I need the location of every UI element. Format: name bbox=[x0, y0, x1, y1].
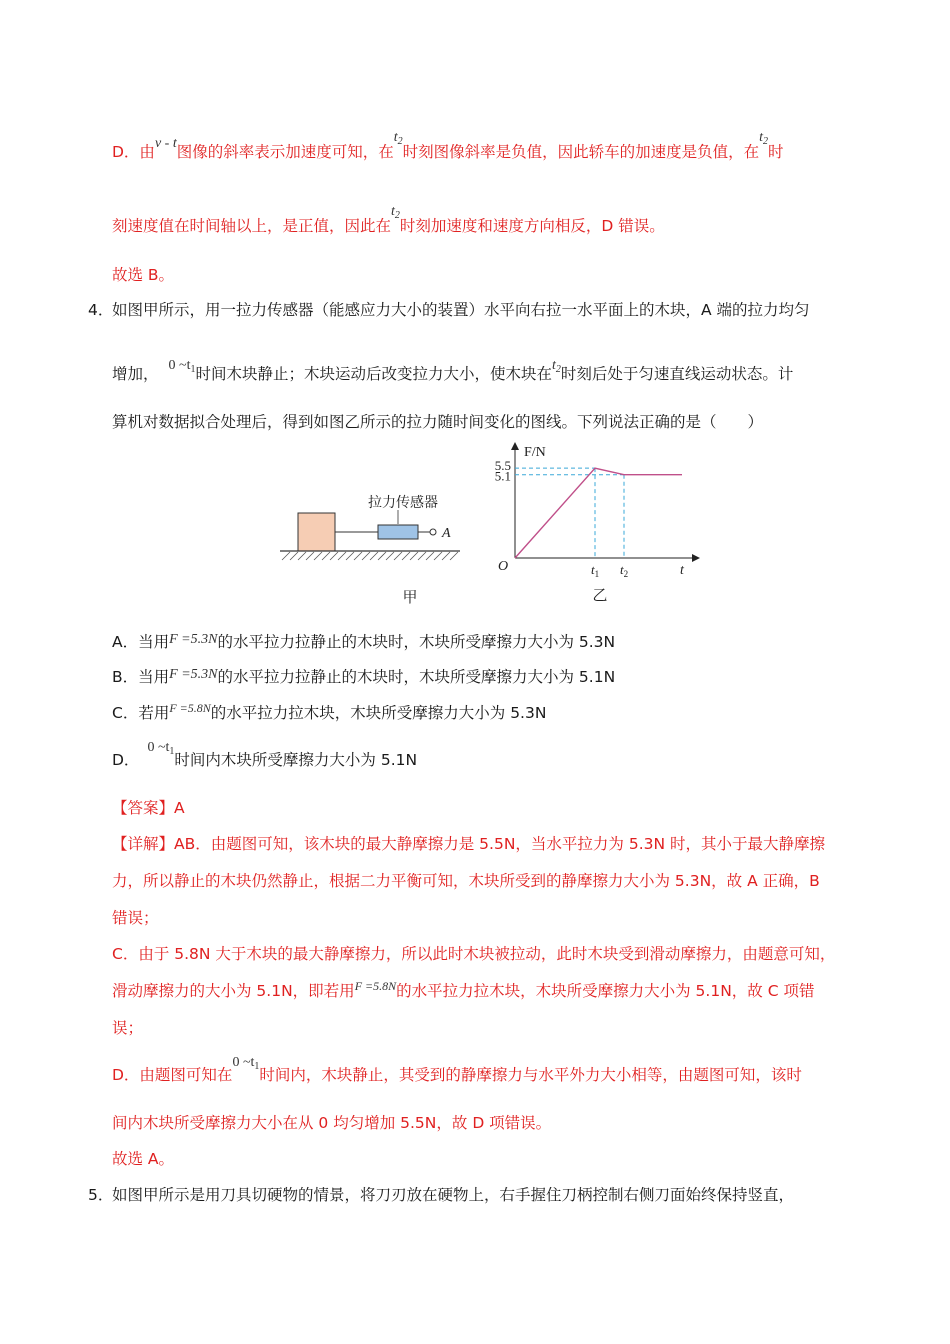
figure-yi-chart bbox=[480, 438, 705, 613]
range-symbol: 0 $\sim t_1$ bbox=[168, 358, 196, 375]
q3-choose: 故选 B。 bbox=[112, 266, 175, 284]
caption-jia: 甲 bbox=[402, 590, 418, 606]
explain-line1: 【详解】AB．由题图可知，该木块的最大静摩擦力是 5.5N，当水平拉力为 5.3N 时，其小于最大静摩擦 bbox=[112, 835, 826, 853]
text: 时 bbox=[768, 143, 784, 161]
t2-symbol: $t_2$ bbox=[759, 130, 769, 147]
question-number-5: 5． bbox=[88, 1186, 114, 1204]
text: D． bbox=[112, 751, 140, 769]
x-tick-label: $t_2$ bbox=[620, 562, 629, 579]
q4-stem-line3: 算机对数据拟合处理后，得到如图乙所示的拉力随时间变化的图线。下列说法正确的是（ ） bbox=[112, 413, 764, 431]
text: 时刻加速度和速度方向相反，D 错误。 bbox=[399, 217, 665, 235]
explain-line7 bbox=[112, 1055, 802, 1086]
explain-line8: 间内木块所受摩擦力大小在从 0 均匀增加 5.5N，故 D 项错误。 bbox=[112, 1114, 552, 1132]
q3-option-d-line1 bbox=[112, 130, 784, 163]
t2-symbol: $t_2$ bbox=[393, 130, 403, 147]
question-number-4: 4． bbox=[88, 301, 114, 319]
x-tick-label: $t_1$ bbox=[591, 562, 600, 579]
force-value: F =5.3N bbox=[169, 667, 218, 682]
q4-stem-line1: 如图甲所示，用一拉力传感器（能感应力大小的装置）水平向右拉一水平面上的木块，A 端的拉力均匀 bbox=[112, 301, 810, 319]
force-value: F =5.8N bbox=[169, 701, 211, 715]
x-axis-label: t bbox=[680, 563, 684, 578]
explain-line6: 误； bbox=[112, 1019, 144, 1037]
y-tick-label: 5.5 bbox=[494, 458, 511, 474]
series-line-F bbox=[515, 468, 682, 558]
text: D．由题图可知在 bbox=[112, 1066, 233, 1084]
q3-option-d-line2 bbox=[112, 204, 665, 237]
caption-yi: 乙 bbox=[592, 588, 608, 604]
explain-line2: 力，所以静止的木块仍然静止，根据二力平衡可知，木块所受到的静摩擦力大小为 5.3N，故 A 正确，B bbox=[112, 872, 820, 890]
text: 时间木块静止；木块运动后改变拉力大小，使木块在 bbox=[195, 365, 552, 383]
text: 的水平拉力拉木块，木块所受摩擦力大小为 5.1N，故 C 项错 bbox=[396, 982, 815, 1000]
t2-symbol: $t_2$ bbox=[552, 358, 561, 375]
text: A．当用 bbox=[112, 633, 170, 651]
sensor-label: 拉力传感器 bbox=[368, 495, 438, 511]
v-t-symbol: v - t bbox=[154, 136, 177, 151]
option-a[interactable] bbox=[112, 630, 615, 652]
text: D．由 bbox=[112, 143, 155, 161]
text: 时间内，木块静止，其受到的静摩擦力与水平外力大小相等，由题图可知，该时 bbox=[259, 1066, 802, 1084]
text: 增加， bbox=[112, 365, 159, 383]
range-symbol: 0 $\sim t_1$ bbox=[232, 1055, 260, 1072]
ground-hatch bbox=[282, 552, 458, 560]
force-value: F =5.3N bbox=[169, 632, 218, 647]
force-sensor bbox=[378, 525, 418, 539]
explain-line4: C．由于 5.8N 大于木块的最大静摩擦力，所以此时木块被拉动，此时木块受到滑动摩擦力，由题意可知， bbox=[112, 945, 836, 963]
text: C．若用 bbox=[112, 704, 170, 722]
explain-line5 bbox=[112, 979, 814, 1001]
option-d[interactable] bbox=[112, 740, 418, 771]
explain-choose: 故选 A。 bbox=[112, 1150, 175, 1168]
range-symbol: 0 $\sim t_1$ bbox=[147, 740, 175, 757]
point-a-label: A bbox=[442, 526, 451, 541]
option-b[interactable] bbox=[112, 665, 615, 687]
text: 时间内木块所受摩擦力大小为 5.1N bbox=[174, 751, 418, 769]
t2-symbol: $t_2$ bbox=[391, 204, 400, 221]
q4-stem-line2 bbox=[112, 358, 794, 385]
text: B．当用 bbox=[112, 668, 170, 686]
y-axis-label: F/N bbox=[524, 445, 546, 460]
q5-stem-line1: 如图甲所示是用刀具切硬物的情景，将刀刃放在硬物上，右手握住刀柄控制右侧刀面始终保持竖直， bbox=[112, 1186, 795, 1204]
text: 图像的斜率表示加速度可知，在 bbox=[176, 143, 394, 161]
text: 的水平拉力拉静止的木块时，木块所受摩擦力大小为 5.1N bbox=[217, 668, 616, 686]
wood-block bbox=[298, 513, 335, 551]
answer: 【答案】A bbox=[112, 799, 185, 817]
point-a bbox=[430, 529, 436, 535]
text: 的水平拉力拉静止的木块时，木块所受摩擦力大小为 5.3N bbox=[217, 633, 616, 651]
force-value: F =5.8N bbox=[354, 979, 397, 993]
explain-line3: 错误； bbox=[112, 909, 159, 927]
text: 的水平拉力拉木块，木块所受摩擦力大小为 5.3N bbox=[210, 704, 547, 722]
text: 刻速度值在时间轴以上，是正值，因此在 bbox=[112, 217, 392, 235]
y-tick-label: 5.1 bbox=[494, 468, 511, 484]
text: 时刻图像斜率是负值，因此轿车的加速度是负值，在 bbox=[402, 143, 760, 161]
text: 滑动摩擦力的大小为 5.1N，即若用 bbox=[112, 982, 355, 1000]
option-c[interactable] bbox=[112, 701, 546, 723]
origin-label: O bbox=[498, 559, 509, 574]
text: 时刻后处于匀速直线运动状态。计 bbox=[560, 365, 794, 383]
